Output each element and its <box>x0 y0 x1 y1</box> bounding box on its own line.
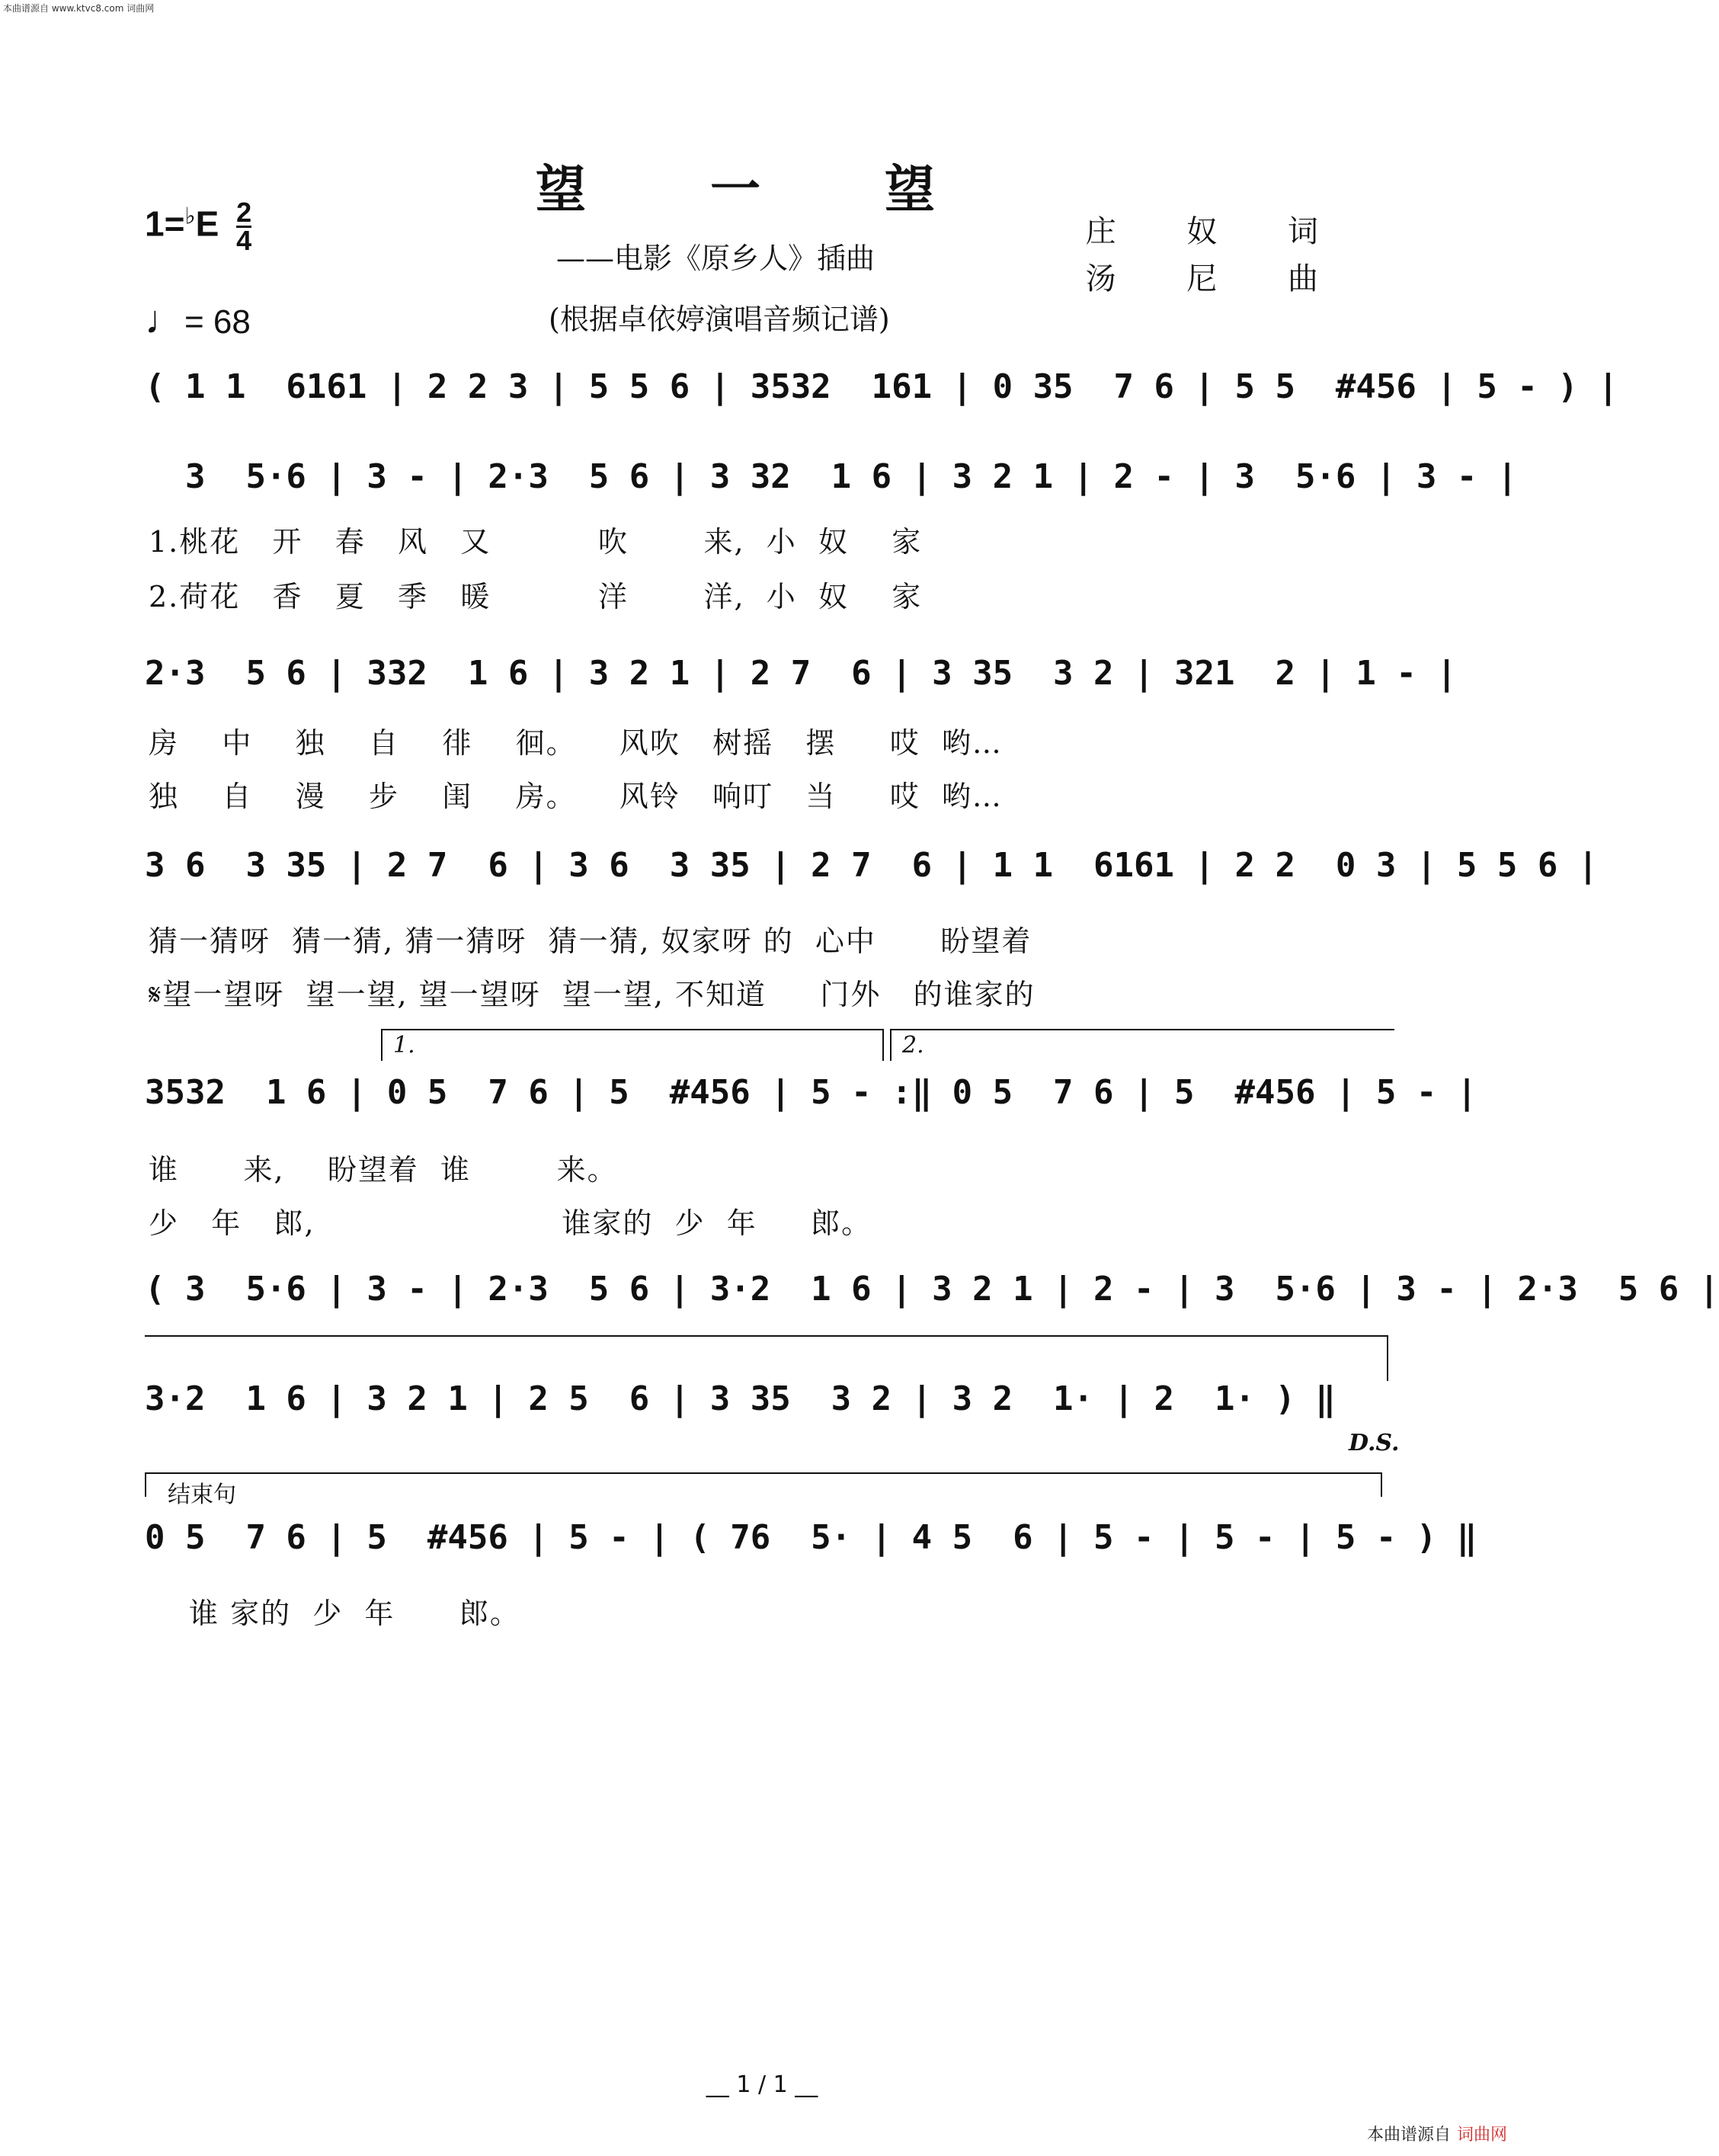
song-subtitle: ——电影《原乡人》插曲 <box>556 242 876 275</box>
site-watermark-top: 本曲谱源自 www.ktvc8.com 词曲网 <box>3 3 155 14</box>
lyric-line-8: 谁 家的 少 年 郎。 <box>189 1597 520 1630</box>
composer-credit: 汤 尼 曲 <box>1085 261 1349 296</box>
score-line-6: ( 3 5·6 | 3 - | 2·3 5 6 | 3·2 1 6 | 3 2 1 | 2 - | 3 5·6 | 3 - | 2·3 5 6 | <box>145 1270 1719 1309</box>
volta-bracket-2 <box>890 1029 1394 1061</box>
lyric-line-4-verse-2: 𝄋望一望呀 望一望, 望一望呀 望一望, 不知道 门外 的谁家的 <box>149 978 1036 1011</box>
quarter-note-icon: ♩ <box>145 298 184 342</box>
lyric-line-4-verse-1: 猜一猜呀 猜一猜, 猜一猜呀 猜一猜, 奴家呀 的 心中 盼望着 <box>149 924 1032 958</box>
tempo-value: = 68 <box>184 303 251 341</box>
site-source-label: 本曲谱源自 <box>1366 2126 1451 2145</box>
lyric-line-2-verse-2: 2.荷花 香 夏 季 暖 洋 洋, 小 奴 家 <box>149 580 923 613</box>
lyric-line-3-verse-1: 房 中 独 自 徘 徊。 风吹 树摇 摆 哎 哟… <box>149 726 1003 760</box>
score-line-8: 0 5 7 6 | 5 #456 | 5 - | ( 76 5· | 4 5 6 | 5 - | 5 - | 5 - ) ‖ <box>145 1518 1477 1557</box>
volta-2-label: 2. <box>902 1032 924 1059</box>
lyricist-credit: 庄 奴 词 <box>1085 214 1349 249</box>
system-divider <box>145 1335 1388 1337</box>
dal-segno-marking: D.S. <box>1349 1430 1400 1456</box>
system-divider-end <box>1387 1335 1388 1381</box>
time-signature <box>236 197 252 256</box>
lyric-line-5-verse-1: 谁 来, 盼望着 谁 来。 <box>149 1153 618 1187</box>
score-line-4: 3 6 3 35 | 2 7 6 | 3 6 3 35 | 2 7 6 | 1 1 6161 | 2 2 0 3 | 5 5 6 | <box>145 846 1599 885</box>
song-title: 望 一 望 <box>536 159 988 219</box>
key-signature <box>145 197 252 256</box>
page-number: __ 1 / 1 __ <box>706 2071 818 2098</box>
key-letter: E <box>195 203 219 244</box>
volta-1-label: 1. <box>393 1032 415 1059</box>
site-watermark-bottom <box>1367 2122 1507 2145</box>
transcription-note: (根据卓依婷演唱音频记谱) <box>549 303 890 336</box>
volta-bracket-1 <box>381 1029 884 1061</box>
tempo-marking <box>145 297 251 343</box>
key-prefix: 1= <box>145 203 185 244</box>
score-line-5: 3532 1 6 | 0 5 7 6 | 5 #456 | 5 - :‖ 0 5 7 6 | 5 #456 | 5 - | <box>145 1073 1477 1112</box>
time-top: 2 <box>236 197 252 228</box>
time-bottom: 4 <box>236 225 252 256</box>
coda-label: 结束句 <box>168 1482 236 1508</box>
lyric-line-2-verse-1: 1.桃花 开 春 风 又 吹 来, 小 奴 家 <box>149 525 923 559</box>
site-brand: 词曲网 <box>1456 2126 1507 2145</box>
score-line-1: ( 1 1 6161 | 2 2 3 | 5 5 6 | 3532 161 | 0 35 7 6 | 5 5 #456 | 5 - ) | <box>145 367 1618 406</box>
score-line-2: 3 5·6 | 3 - | 2·3 5 6 | 3 32 1 6 | 3 2 1 | 2 - | 3 5·6 | 3 - | <box>145 457 1518 496</box>
score-line-3: 2·3 5 6 | 332 1 6 | 3 2 1 | 2 7 6 | 3 35 3 2 | 321 2 | 1 - | <box>145 654 1457 693</box>
flat-icon: ♭ <box>184 203 196 229</box>
lyric-line-5-verse-2: 少 年 郎, 谁家的 少 年 郎。 <box>149 1206 872 1240</box>
lyric-line-3-verse-2: 独 自 漫 步 闺 房。 风铃 响叮 当 哎 哟… <box>149 780 1003 813</box>
score-line-7: 3·2 1 6 | 3 2 1 | 2 5 6 | 3 35 3 2 | 3 2 1· | 2 1· ) ‖ <box>145 1379 1336 1418</box>
coda-bracket <box>145 1472 1382 1508</box>
